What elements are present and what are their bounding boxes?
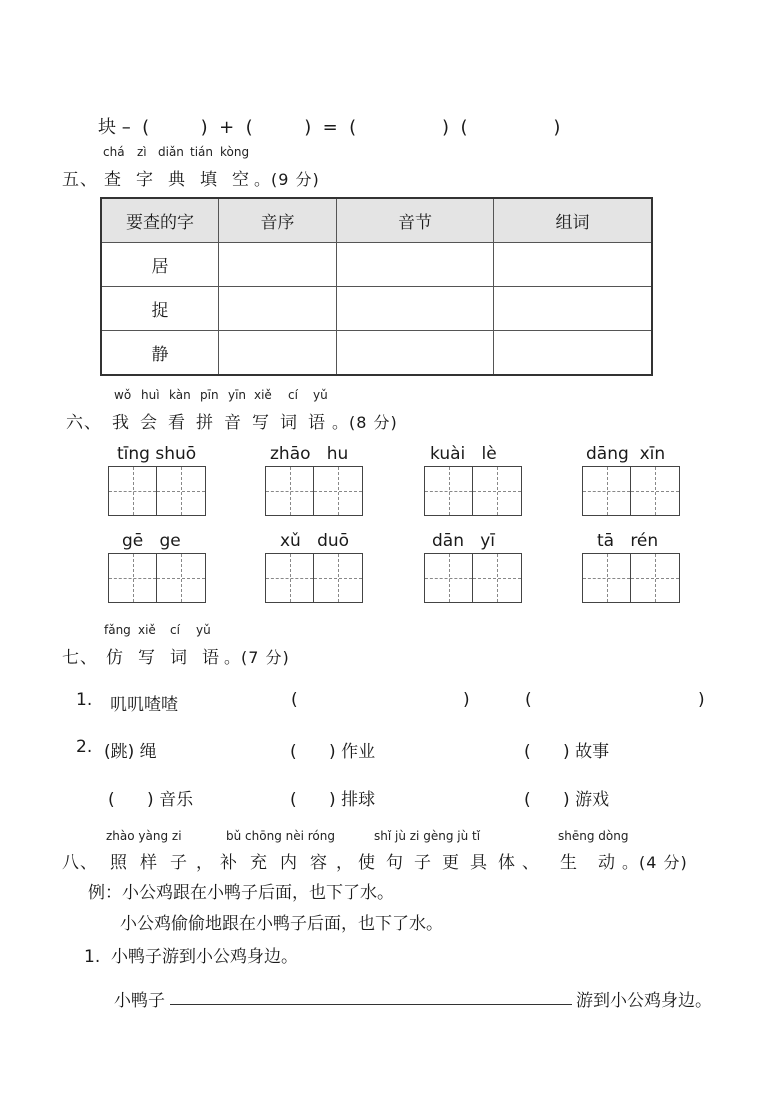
- title-char: 写: [138, 648, 156, 668]
- title-char: 写: [252, 413, 270, 433]
- pinyin: shǐ jù zi gèng jù tǐ: [374, 829, 481, 843]
- writing-grid[interactable]: [424, 466, 522, 516]
- section7-pinyin: [0, 623, 780, 639]
- word-pinyin: xǔ duō: [280, 531, 350, 551]
- pinyin: pīn: [200, 388, 219, 402]
- pinyin: huì: [141, 388, 160, 402]
- answer-suffix: 游到小公鸡身边。: [576, 991, 712, 1011]
- pinyin: xiě: [254, 388, 272, 402]
- open-paren: (: [291, 690, 298, 710]
- score: 。(4 分): [622, 853, 688, 872]
- title-char: 看: [168, 413, 186, 433]
- pinyin: kòng: [220, 145, 250, 159]
- table-cell-char: 静: [101, 331, 219, 376]
- score: 。(9 分): [254, 170, 320, 189]
- answer-cell[interactable]: [337, 331, 494, 376]
- section5-pinyin: [0, 145, 780, 161]
- title-char: 样: [140, 853, 158, 873]
- close-paren: ): [698, 690, 705, 710]
- section6-pinyin: [0, 388, 780, 404]
- word-pinyin: tā rén: [597, 531, 659, 551]
- pinyin: xiě: [138, 623, 156, 637]
- score: 。(8 分): [332, 413, 398, 432]
- title-char: 体: [498, 853, 516, 873]
- pinyin: wǒ: [114, 388, 132, 402]
- table-cell-char: 捉: [101, 287, 219, 331]
- title-char: 具: [470, 853, 488, 873]
- pinyin: chá: [103, 145, 125, 159]
- title-char: 、: [522, 853, 540, 873]
- answer-line[interactable]: [170, 1004, 572, 1005]
- table-header: 要查的字: [101, 198, 219, 243]
- answer-prefix: 小鸭子: [114, 991, 165, 1011]
- pinyin: zì: [137, 145, 147, 159]
- answer-cell[interactable]: [494, 243, 653, 287]
- writing-grid[interactable]: [108, 553, 206, 603]
- pinyin: cí: [288, 388, 298, 402]
- title-char: 填: [200, 170, 218, 190]
- top-equation: 块 – ( ) + ( ) = ( ) ( ): [98, 117, 561, 138]
- close-paren: ): [463, 690, 470, 710]
- writing-grid[interactable]: [582, 553, 680, 603]
- section-number: 八、: [62, 853, 98, 873]
- example-line: 小公鸡偷偷地跟在小鸭子后面，也下了水。: [120, 914, 443, 934]
- pinyin: bǔ chōng nèi róng: [226, 829, 335, 843]
- table-header: 组词: [494, 198, 653, 243]
- pinyin: cí: [170, 623, 180, 637]
- title-char: 使: [358, 853, 376, 873]
- title-char: ，: [196, 853, 214, 873]
- pinyin: fǎng: [104, 623, 131, 637]
- title-char: 语: [308, 413, 326, 433]
- title-char: ，: [336, 853, 354, 873]
- title-char: 容: [310, 853, 328, 873]
- word-pinyin: tīng shuō: [117, 444, 197, 464]
- title-char: 典: [168, 170, 186, 190]
- title-char: 更: [442, 853, 460, 873]
- pinyin: kàn: [169, 388, 191, 402]
- section8-pinyin: [0, 829, 780, 845]
- example-line: 例：小公鸡跟在小鸭子后面，也下了水。: [88, 883, 394, 903]
- table-row: [101, 243, 652, 287]
- title-char: 字: [136, 170, 154, 190]
- pinyin: tián: [190, 145, 213, 159]
- title-char: 我: [112, 413, 130, 433]
- title-char: 充: [250, 853, 268, 873]
- dictionary-table: [100, 197, 653, 376]
- title-char: 查: [104, 170, 122, 190]
- question-number: 1.: [76, 690, 93, 710]
- answer-cell[interactable]: [494, 331, 653, 376]
- pinyin: yǔ: [313, 388, 328, 402]
- question: 1. 小鸭子游到小公鸡身边。: [84, 947, 299, 967]
- answer-cell[interactable]: [219, 287, 337, 331]
- score: 。(7 分): [224, 648, 290, 667]
- writing-grid[interactable]: [582, 466, 680, 516]
- title-char: 补: [220, 853, 238, 873]
- title-char: 句: [386, 853, 404, 873]
- title-char: 生: [560, 853, 578, 873]
- table-header: 音节: [337, 198, 494, 243]
- title-char: 内: [280, 853, 298, 873]
- phrase-blank[interactable]: ( ) 故事: [524, 742, 610, 762]
- writing-grid[interactable]: [108, 466, 206, 516]
- title-char: 词: [280, 413, 298, 433]
- phrase-blank[interactable]: ( ) 作业: [290, 742, 376, 762]
- writing-grid[interactable]: [265, 466, 363, 516]
- pinyin: diǎn: [158, 145, 184, 159]
- section8-title: [62, 848, 688, 873]
- title-char: 照: [110, 853, 128, 873]
- title-char: 拼: [196, 413, 214, 433]
- open-paren: (: [525, 690, 532, 710]
- answer-cell[interactable]: [494, 287, 653, 331]
- title-char: 子: [414, 853, 432, 873]
- title-char: 语: [202, 648, 220, 668]
- title-char: 空: [232, 170, 250, 190]
- table-row: [101, 331, 652, 376]
- pinyin: shēng dòng: [558, 829, 629, 843]
- pinyin: yīn: [228, 388, 247, 402]
- title-char: 词: [170, 648, 188, 668]
- phrase-blank[interactable]: ( ) 音乐: [108, 790, 194, 810]
- table-row: [101, 287, 652, 331]
- word-pinyin: kuài lè: [430, 444, 497, 464]
- section-number: 七、: [62, 648, 98, 668]
- table-header: 音序: [219, 198, 337, 243]
- writing-grid[interactable]: [424, 553, 522, 603]
- answer-cell[interactable]: [219, 331, 337, 376]
- phrase-blank[interactable]: ( ) 排球: [290, 790, 376, 810]
- section5-title: [62, 165, 320, 190]
- phrase: (跳) 绳: [104, 742, 157, 762]
- answer-cell[interactable]: [337, 243, 494, 287]
- word-pinyin: dāng xīn: [586, 444, 666, 464]
- pinyin: zhào yàng zi: [106, 829, 182, 843]
- title-char: 动: [598, 853, 616, 873]
- answer-cell[interactable]: [219, 243, 337, 287]
- answer-cell[interactable]: [337, 287, 494, 331]
- title-char: 子: [170, 853, 188, 873]
- section7-title: [62, 643, 290, 668]
- title-char: 仿: [106, 648, 124, 668]
- section-number: 五、: [62, 170, 98, 190]
- example-word: 叽叽喳喳: [110, 695, 178, 715]
- word-pinyin: zhāo hu: [270, 444, 349, 464]
- question-number: 2.: [76, 737, 93, 757]
- section-number: 六、: [66, 413, 102, 433]
- word-pinyin: gē ge: [122, 531, 181, 551]
- writing-grid[interactable]: [265, 553, 363, 603]
- table-cell-char: 居: [101, 243, 219, 287]
- title-char: 会: [140, 413, 158, 433]
- word-pinyin: dān yī: [432, 531, 495, 551]
- phrase-blank[interactable]: ( ) 游戏: [524, 790, 610, 810]
- pinyin: yǔ: [196, 623, 211, 637]
- title-char: 音: [224, 413, 242, 433]
- section6-title: [66, 408, 398, 433]
